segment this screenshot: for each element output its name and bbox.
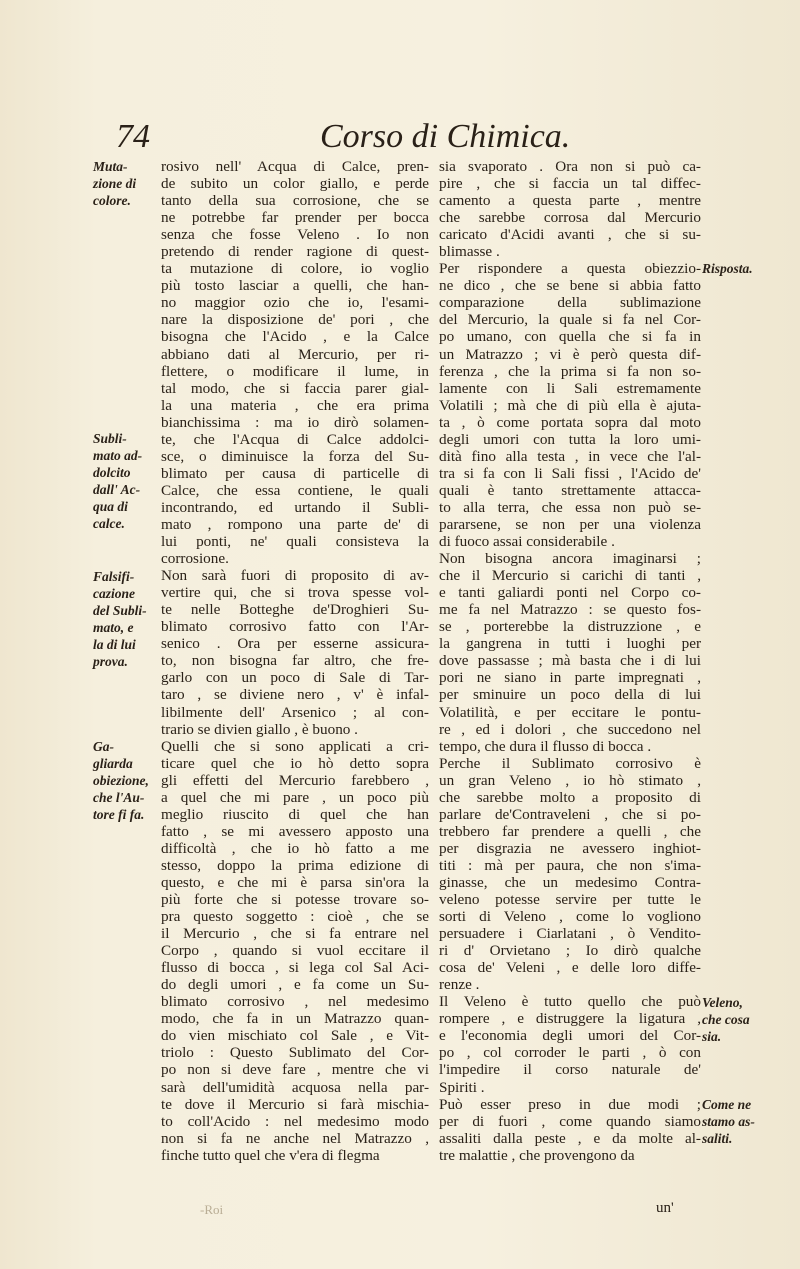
text-line: quali è tanto strettamente attacca- [439, 481, 701, 499]
page-header [0, 118, 800, 158]
text-line: po , col corroder le parti , ò con [439, 1044, 701, 1062]
text-line: bisogna che l'Acido , e la Calce [161, 328, 429, 346]
page-number: 74 [116, 118, 150, 155]
text-line: to, non bisogna far altro, che fre- [161, 652, 429, 670]
text-line: flettere, o modificare il lume, in [161, 362, 429, 380]
text-line: Volatili ; mà che di più ella è ajuta- [439, 396, 701, 414]
text-line: mato , rompono una parte de' di [161, 515, 429, 533]
text-line: tre malattie , che provengono da [439, 1146, 635, 1164]
text-line: l'impedire il corso naturale de' [439, 1061, 701, 1079]
text-line: sce, o diminuisce la forza del Su- [161, 447, 429, 465]
text-line: pori ne siano in parte impregnati , [439, 669, 701, 687]
text-line: ta mutazione di colore, io voglio [161, 260, 429, 278]
text-line: di fuoco assai considerabile . [439, 533, 615, 551]
text-line: pra questo soggetto : cioè , che se [161, 908, 429, 926]
text-line: Non sarà fuori di proposito di av- [161, 567, 429, 585]
text-line: do degli umori , e fa come un Su- [161, 976, 429, 994]
text-line: non si fa ne anche nel Matrazzo , [161, 1129, 429, 1147]
text-line: la una materia , che era prima [161, 396, 429, 414]
text-line: tempo, che dura il flusso di bocca . [439, 737, 652, 755]
margin-note: Falsifi- cazione del Subli- mato, e la di lui prova. [93, 569, 147, 669]
text-line: per disgrazia ne avessero inghiot- [439, 839, 701, 857]
text-line: libilmente dell' Arsenico ; al con- [161, 703, 429, 721]
text-line: pretendo di render ragione di quest- [161, 243, 429, 261]
text-line: ta , ò come portata sopra dal moto [439, 413, 701, 431]
text-line: taro , se diviene nero , v' è infal- [161, 686, 429, 704]
text-line: il Mercurio , che si fa entrare nel [161, 925, 429, 943]
text-line: blimato corrosivo , nel medesimo [161, 993, 429, 1011]
text-line: tanto della sua corrosione, che se [161, 192, 429, 210]
text-line: se , porterebbe la distruzzione , e [439, 618, 701, 636]
text-line: meglio riuscito di quel che han [161, 805, 429, 823]
text-line: trario se divien giallo , è buono . [161, 720, 358, 738]
text-line: flusso di bocca , si lega col Sal Aci- [161, 959, 429, 977]
text-line: lui ponti, ne' quali consisteva la [161, 533, 429, 551]
text-line: po umano, con quella che si fa in [439, 328, 701, 346]
text-line: Può esser preso in due modi ; [439, 1095, 701, 1113]
margin-note: Muta- zione di colore. [93, 159, 137, 208]
text-line: più forte che si potesse trovare so- [161, 891, 429, 909]
text-line: finche tutto quel che v'era di flegma [161, 1146, 380, 1164]
text-line: assaliti dalla peste , e da molte al- [439, 1129, 701, 1147]
text-line: parlare de'Contraveleni , che si po- [439, 805, 701, 823]
text-line: to alla terra, che essa non può se- [439, 498, 701, 516]
text-line: degli umori con tutta la loro umi- [439, 430, 701, 448]
text-line: rompere , e distruggere la ligatura , [439, 1010, 701, 1028]
text-line: nare la disposizione de' pori , che [161, 311, 429, 329]
text-line: fatto , se mi avessero apposto una [161, 822, 429, 840]
text-line: sarà dell'umidità acquosa nella par- [161, 1078, 429, 1096]
text-line: te nelle Botteghe de'Droghieri Su- [161, 601, 429, 619]
text-line: camento a questa parte , mentre [439, 192, 701, 210]
text-line: titi : mà per paura, che non s'ima- [439, 856, 701, 874]
text-line: ticare quel che io hò detto sopra [161, 754, 429, 772]
text-line: comparazione della sublimazione [439, 294, 701, 312]
right-text-column [439, 158, 701, 1164]
text-line: garlo con un poco di Sale di Tar- [161, 669, 429, 687]
text-line: senico . Ora per esserne assicura- [161, 635, 429, 653]
text-line: ri d' Orvietano ; Io dirò qualche [439, 942, 701, 960]
text-line: e tanti galiardi ponti nel Corpo co- [439, 584, 701, 602]
text-line: triolo : Questo Sublimato del Cor- [161, 1044, 429, 1062]
text-line: blimasse . [439, 243, 500, 261]
text-line: e l'economia degli umori del Cor- [439, 1027, 701, 1045]
text-line: Calce, che essa contiene, le quali [161, 481, 429, 499]
text-line: pararsene, se non per una violenza [439, 515, 701, 533]
text-line: un gran Veleno , io hò stimato , [439, 771, 701, 789]
text-line: persuadere i Ciarlatani , ò Vendito- [439, 925, 701, 943]
text-line: Non bisogna ancora imaginarsi ; [439, 550, 701, 568]
text-line: Perche il Sublimato corrosivo è [439, 754, 701, 772]
text-line: Il Veleno è tutto quello che può [439, 993, 701, 1011]
margin-note: Ga- gliarda obiezione, che l'Au- tore fi fa. [93, 739, 149, 822]
text-line: te, che l'Acqua di Calce addolci- [161, 430, 429, 448]
text-line: Spiriti . [439, 1078, 485, 1096]
margin-note: Subli- mato ad- dolcito dall' Ac- qua di calce. [93, 431, 143, 531]
text-line: corrosione. [161, 550, 229, 568]
text-line: gli effetti del Mercurio farebbero , [161, 771, 429, 789]
text-line: no maggior ozio che io, l'esami- [161, 294, 429, 312]
text-line: renze . [439, 976, 480, 994]
text-line: a quel che mi pare , un poco più [161, 788, 429, 806]
text-line: sia svaporato . Ora non si può ca- [439, 158, 701, 175]
text-line: Quelli che si sono applicati a cri- [161, 737, 429, 755]
margin-note: Risposta. [702, 261, 753, 276]
text-line: Corpo , quando si vuol eccitare il [161, 942, 429, 960]
text-line: caricato d'Acidi avanti , che si su- [439, 226, 701, 244]
text-line: ferenza , che la prima si fa non so- [439, 362, 701, 380]
text-line: più tosto lasciar a quelli, che han- [161, 277, 429, 295]
text-line: che il Mercurio si carichi di tanti , [439, 567, 701, 585]
catchword: un' [656, 1200, 674, 1216]
text-line: vertire qui, che si trova spesse vol- [161, 584, 429, 602]
text-line: me fa nel Matrazzo : se questo fos- [439, 601, 701, 619]
text-line: incontrando, ed urtando il Subli- [161, 498, 429, 516]
text-line: che sarebbe corrosa dal Mercurio [439, 209, 701, 227]
text-line: cosa de' Veleni , e delle loro diffe- [439, 959, 701, 977]
text-line: Per rispondere a questa obiezzio- [439, 260, 701, 278]
text-line: ne dico , che se bene si abbia fatto [439, 277, 701, 295]
text-line: lamente con li Sali estremamente [439, 379, 701, 397]
text-line: veleno potesse servire per tutte le [439, 891, 701, 909]
text-line: ne potrebbe far prender per bocca [161, 209, 429, 227]
text-line: dove passasse ; mà basta che i di lui [439, 652, 701, 670]
text-line: trebbero far prendere a quelli , che [439, 822, 701, 840]
margin-note: Come ne stamo as- saliti. [702, 1097, 755, 1146]
faint-footer-mark: -Roi [200, 1202, 224, 1217]
text-line: bianchissima : ma io dirò solamen- [161, 413, 429, 431]
text-line: blimato per causa di particelle di [161, 464, 429, 482]
running-title: Corso di Chimica. [320, 118, 571, 155]
text-line: del Mercurio, la quale si fa nel Cor- [439, 311, 701, 329]
text-line: dità fino alla testa , in vece che l'al- [439, 447, 701, 465]
margin-note: Veleno, che cosa sia. [702, 995, 750, 1044]
text-line: per sminuire un poco della di lui [439, 686, 701, 704]
text-line: ginasse, che un medesimo Contra- [439, 873, 701, 891]
text-line: la gangrena in tutti i luoghi per [439, 635, 701, 653]
text-line: che sarebbe molto a proposito di [439, 788, 701, 806]
text-line: re , ed i dolori , che succedono nel [439, 720, 701, 738]
text-line: blimato corrosivo fatto con l'Ar- [161, 618, 429, 636]
text-line: do vien mischiato col Sale , e Vit- [161, 1027, 429, 1045]
text-line: rosivo nell' Acqua di Calce, pren- [161, 158, 429, 175]
text-line: modo, che fa in un Matrazzo quan- [161, 1010, 429, 1028]
text-line: tal modo, che si faccia parer gial- [161, 379, 429, 397]
text-line: to coll'Acido : nel medesimo modo [161, 1112, 429, 1130]
text-line: abbiano dati al Mercurio, per ri- [161, 345, 429, 363]
text-line: de subito un color giallo, e perde [161, 175, 429, 193]
text-line: sorti di Veleno , come lo vogliono [439, 908, 701, 926]
text-line: difficoltà , che io hò fatto a me [161, 839, 429, 857]
text-line: questo, e che mi è parsa sin'ora la [161, 873, 429, 891]
text-line: stesso, doppo la prima edizione di [161, 856, 429, 874]
text-line: senza che fosse Veleno . Io non [161, 226, 429, 244]
text-line: Volatilità, e per eccitare le pontu- [439, 703, 701, 721]
text-line: un Matrazzo ; vi è però questa dif- [439, 345, 701, 363]
text-line: te dove il Mercurio si farà mischia- [161, 1095, 429, 1113]
left-text-column [161, 158, 429, 1164]
text-line: pire , che si faccia un tal diffec- [439, 175, 701, 193]
text-line: per di fuori , come quando siamo [439, 1112, 701, 1130]
text-line: tra si fa con li Sali fissi , l'Acido de' [439, 464, 701, 482]
text-line: po non si deve fare , mentre che vi [161, 1061, 429, 1079]
